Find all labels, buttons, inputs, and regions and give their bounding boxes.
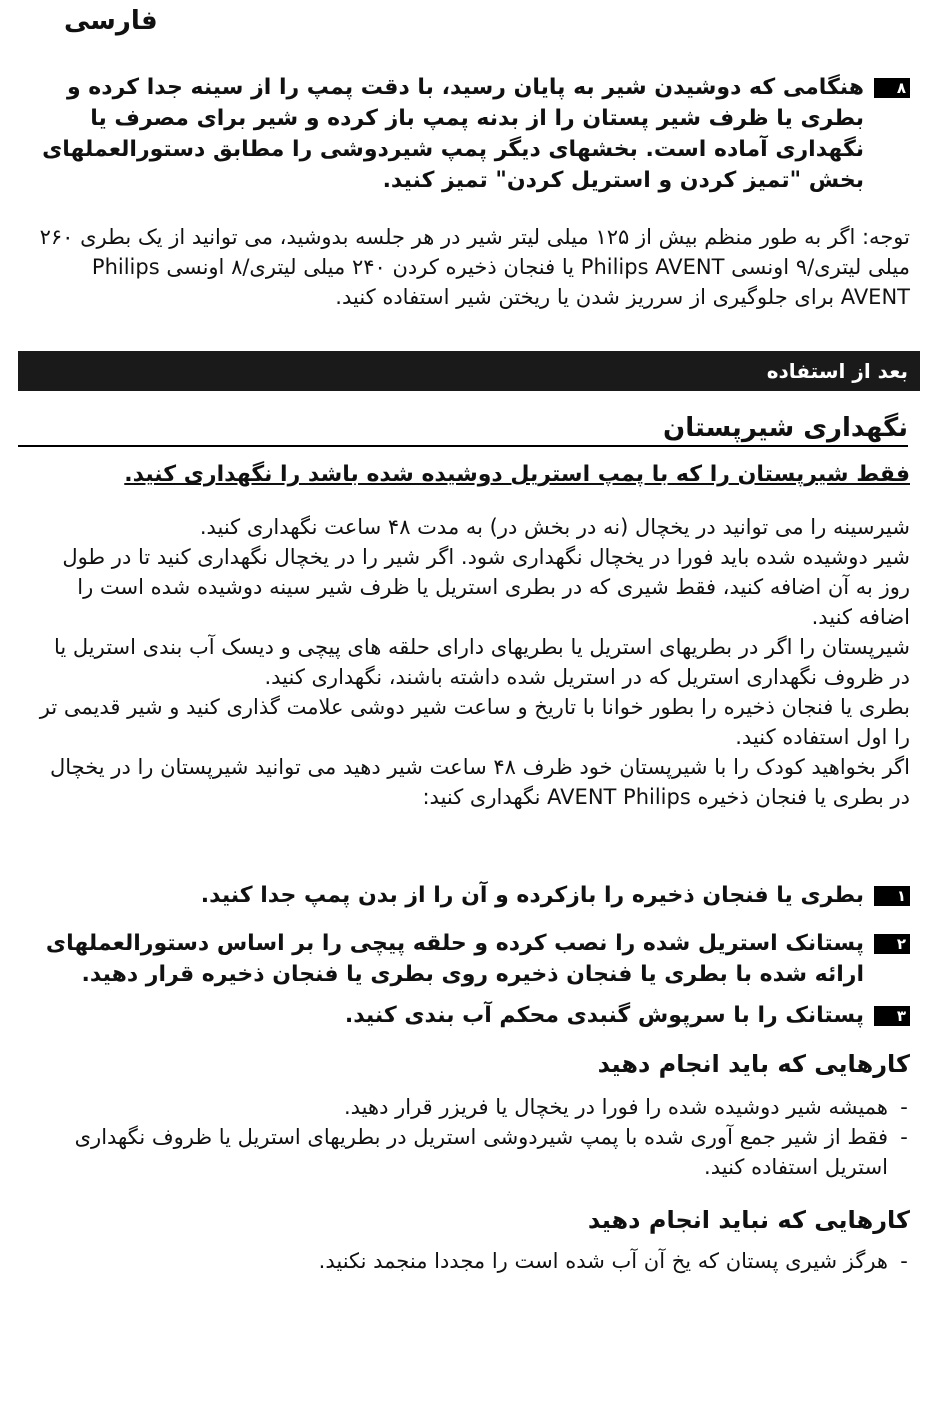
body-paragraph: شیرپستان را اگر در بطریهای استریل یا بطریهای دارای حلقه های پیچی و دیسک آب بندی استریل یا در ظروف نگهداری استریل که در استریل شده داشته باشند، نگهداری کنید. — [53, 635, 910, 689]
body-paragraph: شیرسینه را می توانید در یخچال (نه در بخش در) به مدت ۴۸ ساعت نگهداری کنید. — [199, 515, 910, 539]
dont-list — [30, 1246, 920, 1276]
dash-marker: - — [900, 1095, 908, 1119]
do-list — [30, 1092, 920, 1182]
do-heading: کارهایی که باید انجام دهید — [597, 1050, 910, 1078]
section-bar: بعد از استفاده — [18, 351, 920, 391]
step-8 — [38, 72, 910, 196]
body-paragraph: اگر بخواهید کودک را با شیرپستان خود ظرف ۴۸ ساعت شیر دهید می توانید شیرپستان را در یخچال در بطری یا فنجان ذخیره AVENT Philips نگهداری کنید: — [50, 755, 910, 809]
do-item-text: فقط از شیر جمع آوری شده با پمپ شیردوشی استریل در بطریهای استریل یا ظروف نگهداری استریل استفاده کنید. — [74, 1125, 888, 1179]
body-text — [38, 512, 910, 812]
step-1-text: بطری یا فنجان ذخیره را بازکرده و آن را از بدن پمپ جدا کنید. — [200, 883, 864, 908]
step-2-text: پستانک استریل شده را نصب کرده و حلقه پیچی را بر اساس دستورالعملهای ارائه شده با بطری یا فنجان ذخیره روی بطری یا فنجان ذخیره قرار دهید. — [45, 931, 864, 987]
step-3-text: پستانک را با سرپوش گنبدی محکم آب بندی کنید. — [344, 1003, 864, 1028]
body-paragraph: شیر دوشیده شده باید فورا در یخچال نگهداری شود. اگر شیر را در یخچال نگهداری کنید تا در طول روز به آن اضافه کنید، فقط شیری که در بطری استریل یا ظرف شیر سینه دوشیده شده است را اضافه کنید. — [62, 545, 910, 629]
step-2 — [38, 928, 910, 990]
dash-marker: - — [900, 1125, 908, 1149]
list-item — [30, 1092, 920, 1122]
do-item-text: همیشه شیر دوشیده شده را فورا در یخچال یا فریزر قرار دهید. — [343, 1095, 888, 1119]
underlined-instruction: فقط شیرپستان را که با پمپ استریل دوشیده شده باشد را نگهداری کنید. — [124, 462, 910, 487]
note-paragraph: توجه: اگر به طور منظم بیش از ۱۲۵ میلی لیتر شیر در هر جلسه بدوشید، می توانید از یک بطری ۲۶۰ میلی لیتری/۹ اونسی Philips AVENT یا فنجان ذخیره کردن ۲۴۰ میلی لیتری/۸ اونسی Philips AVENT برای جلوگیری از سرریز شدن یا ریختن شیر استفاده کنید. — [39, 225, 910, 309]
step-number-badge: ۲ — [874, 934, 910, 954]
step-8-text: هنگامی که دوشیدن شیر به پایان رسید، با دقت پمپ را از سینه جدا کرده و بطری یا ظرف شیر پستان را از بدنه پمپ باز کرده و شیر برای مصرف یا نگهداری آماده است. بخشهای دیگر پمپ شیردوشی را مطابق دستورالعملهای بخش "تمیز کردن و استریل کردن" تمیز کنید. — [42, 75, 864, 193]
list-item — [30, 1122, 920, 1182]
step-1 — [38, 880, 910, 911]
step-number-badge: ۳ — [874, 1006, 910, 1026]
section-heading: نگهداری شیرپستان — [18, 412, 908, 447]
dont-item-text: هرگز شیری پستان که یخ آن آب شده است را مجددا منجمد نکنید. — [318, 1249, 888, 1273]
step-3 — [38, 1000, 910, 1031]
language-label: فارسی — [64, 6, 158, 36]
step-number-badge: ۱ — [874, 886, 910, 906]
body-paragraph: بطری یا فنجان ذخیره را بطور خوانا با تاریخ و ساعت شیر دوشی علامت گذاری کنید و شیر قدیمی تر را اول استفاده کنید. — [39, 695, 910, 749]
dont-heading: کارهایی که نباید انجام دهید — [587, 1206, 910, 1234]
dash-marker: - — [900, 1249, 908, 1273]
list-item — [30, 1246, 920, 1276]
step-number-badge: ۸ — [874, 78, 910, 98]
